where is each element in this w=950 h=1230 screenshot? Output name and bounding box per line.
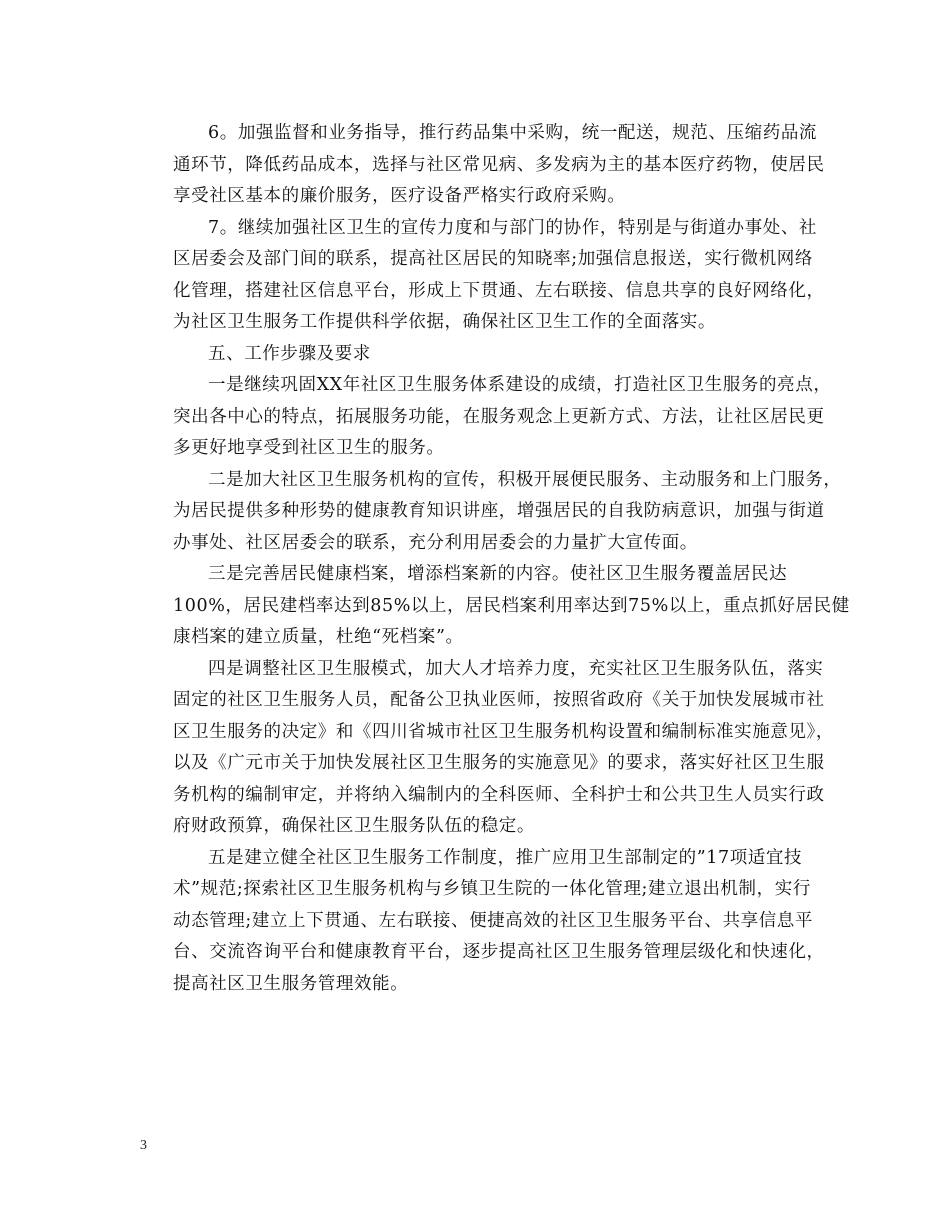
text-line: 府财政预算，确保社区卫生服务队伍的稳定。 <box>173 816 535 836</box>
paragraph-step-1 <box>138 370 832 465</box>
paragraph-item-6 <box>138 118 825 213</box>
text-line: 为居民提供多种形势的健康教育知识讲座，增强居民的自我防病意识，加强与街道 <box>173 501 825 521</box>
page-number: 3 <box>140 1138 147 1153</box>
text-line: 固定的社区卫生服务人员，配备公卫执业医师，按照省政府《关于加快发展城市社 <box>173 690 825 710</box>
text-line: 100%，居民建档率达到85%以上，居民档案利用率达到75%以上，重点抓好居民健 <box>173 595 850 616</box>
text-line: 台、交流咨询平台和健康教育平台，逐步提高社区卫生服务管理层级化和快速化， <box>173 942 825 962</box>
text-line: 突出各中心的特点，拓展服务功能，在服务观念上更新方式、方法，让社区居民更 <box>173 406 825 427</box>
text-line: 五、工作步骤及要求 <box>208 343 371 364</box>
paragraph-step-4 <box>138 654 834 843</box>
text-line: 通环节，降低药品成本，选择与社区常见病、多发病为主的基本医疗药物，使居民 <box>173 154 825 175</box>
text-line: 康档案的建立质量，杜绝“死档案”。 <box>173 627 464 647</box>
text-line: 办事处、社区居委会的联系，充分利用居委会的力量扩大宣传面。 <box>173 532 698 553</box>
paragraph-step-5 <box>138 843 825 1001</box>
paragraph-step-3 <box>138 559 850 654</box>
text-line: 为社区卫生服务工作提供科学依据，确保社区卫生工作的全面落实。 <box>173 312 716 332</box>
paragraph-item-7 <box>138 213 825 339</box>
text-line: 一是继续巩固XX年社区卫生服务体系建设的成绩，打造社区卫生服务的亮点， <box>208 375 832 395</box>
section-heading <box>138 339 820 371</box>
text-line: 6。加强监督和业务指导，推行药品集中采购，统一配送，规范、压缩药品流 <box>208 123 818 143</box>
text-line: 提高社区卫生服务管理效能。 <box>173 973 409 994</box>
text-line: 区居委会及部门间的联系，提高社区居民的知晓率;加强信息报送，实行微机网络 <box>173 249 813 269</box>
document-body <box>138 118 850 1000</box>
text-line: 享受社区基本的廉价服务，医疗设备严格实行政府采购。 <box>173 186 626 206</box>
text-line: 务机构的编制审定，并将纳入编制内的全科医师、全科护士和公共卫生人员实行政 <box>173 784 825 805</box>
paragraph-step-2 <box>138 465 842 560</box>
text-line: 术”规范;探索社区卫生服务机构与乡镇卫生院的一体化管理;建立退出机制，实行 <box>173 879 811 899</box>
text-line: 四是调整社区卫生服模式，加大人才培养力度，充实社区卫生服务队伍，落实 <box>208 658 824 679</box>
text-line: 二是加大社区卫生服务机构的宣传，积极开展便民服务、主动服务和上门服务， <box>208 469 842 490</box>
text-line: 多更好地享受到社区卫生的服务。 <box>173 438 445 458</box>
text-line: 三是完善居民健康档案，增添档案新的内容。使社区卫生服务覆盖居民达 <box>208 564 788 584</box>
text-line: 动态管理;建立上下贯通、左右联接、便捷高效的社区卫生服务平台、共享信息平 <box>173 910 813 931</box>
text-line: 7。继续加强社区卫生的宣传力度和与部门的协作，特别是与街道办事处、社 <box>208 217 818 238</box>
text-line: 五是建立健全社区卫生服务工作制度，推广应用卫生部制定的”17项适宜技 <box>208 847 803 868</box>
text-line: 以及《广元市关于加快发展社区卫生服务的实施意见》的要求，落实好社区卫生服 <box>173 753 825 773</box>
text-line: 区卫生服务的决定》和《四川省城市社区卫生服务机构设置和编制标准实施意见》， <box>173 721 834 742</box>
text-line: 化管理，搭建社区信息平台，形成上下贯通、左右联接、信息共享的良好网络化， <box>173 280 825 301</box>
